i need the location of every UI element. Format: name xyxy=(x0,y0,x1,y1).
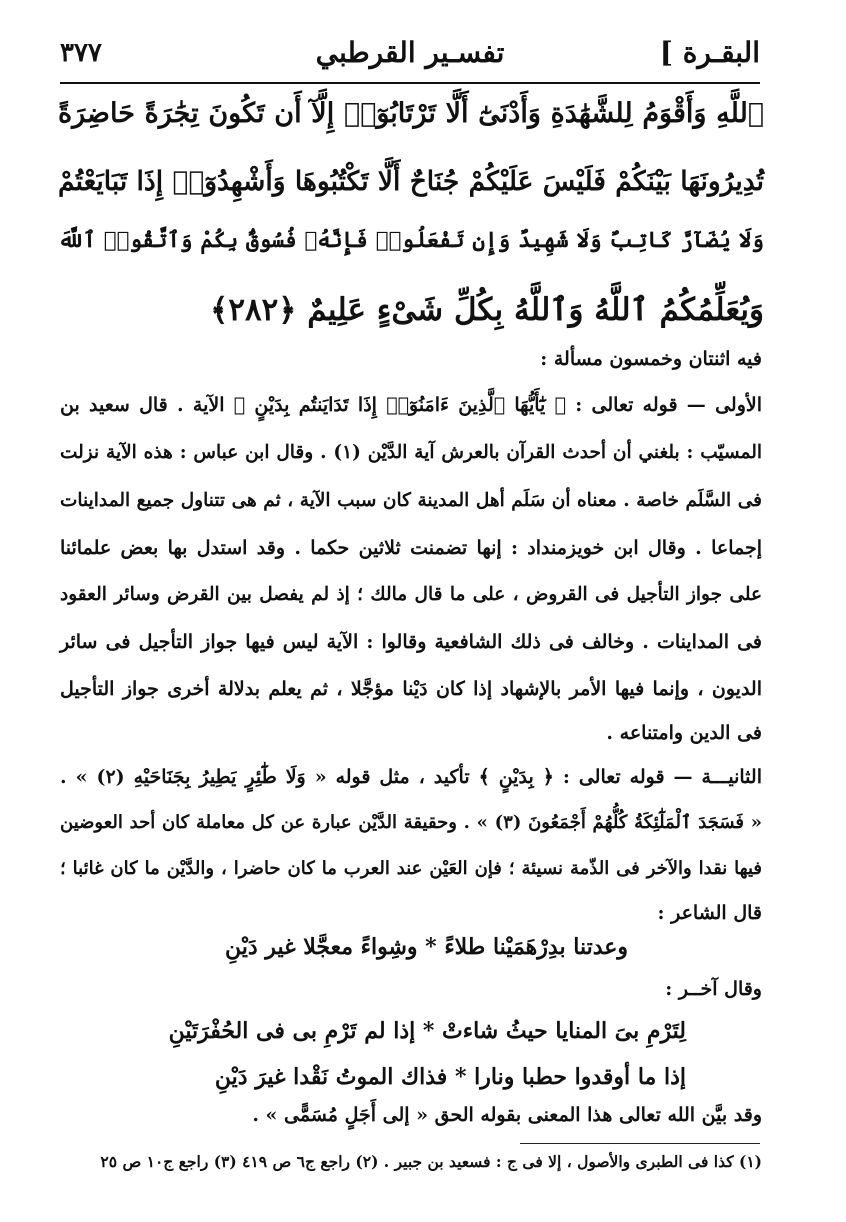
verse-line: وَلَا يُضَآرَّ كَاتِبٌ وَلَا شَهِيدٌ وَإِن تَفْعَلُوا۟ فَإِنَّهُۥ فُسُوقٌۢ بِكُمْ وَٱتَّقُوا۟ ٱللَّهَ xyxy=(58,228,764,253)
text-line: وقد بيَّن الله تعالى هذا المعنى بقوله الحق « إلى أَجَلٍ مُسَمًّى » . xyxy=(252,1104,762,1126)
poem-verse: لِتَرْمِ بىَ المنايا حيثُ شاءتْ * إذا لم تَرْمِ بى فى الحُفْرَتَيْنِ xyxy=(168,1018,686,1044)
verse-line: وَيُعَلِّمُكُمُ ٱللَّهُ وَٱللَّهُ بِكُلِّ شَىْءٍ عَلِيمٌ ﴿٢٨٢﴾ xyxy=(210,292,764,328)
text-line: قال الشاعر : xyxy=(657,902,762,924)
footnote: (١) كذا فى الطبرى والأصول ، إلا فى ج : فسعيد بن جبير . (٢) راجع ج٦ ص ٤١٩ (٣) راجع ج١٠ ص ٢٥ xyxy=(100,1152,762,1171)
text-line: على جواز التأجيل فى القروض ، على ما قال مالك ؛ إذ لم يفصل بين القرض وسائر العقود xyxy=(60,584,762,605)
book-title: تفسـير القرطبي xyxy=(315,36,505,69)
text-line: الثانيـــة — قوله تعالى : ﴿ بِدَيْنٍ ﴾ تأكيد ، مثل قوله « وَلَا طَٰٓئِرٍ يَطِيرُ بِجَنَاحَيْهِ (٢) » . xyxy=(60,766,762,788)
page-header xyxy=(60,34,760,76)
sura-name: البقـرة ] xyxy=(659,36,760,69)
text-line: فى المداينات . وخالف فى ذلك الشافعية وقالوا : الآية ليس فيها جواز التأجيل فى سائر xyxy=(60,631,762,653)
footnote-rule xyxy=(520,1143,760,1144)
text-line: الأولى — قوله تعالى : ﴿ يَٰٓأَيُّهَا ٱلَّذِينَ ءَامَنُوٓا۟ إِذَا تَدَايَنتُم بِدَيْنٍ ﴾ الآية . قال سعيد بن xyxy=(60,394,762,416)
page-number: ٣٧٧ xyxy=(60,38,102,68)
poem-verse: إذا ما أوقدوا حطبا ونارا * فذاك الموتُ نَقْدا غيرَ دَيْنِ xyxy=(214,1064,686,1090)
text-line: المسيّب : بلغني أن أحدث القرآن بالعرش آية الدَّيْن (١) . وقال ابن عباس : هذه الآية نزلت xyxy=(60,442,762,463)
verse-line: ٱللَّهِ وَأَقْوَمُ لِلشَّهَٰدَةِ وَأَدْنَىٰٓ أَلَّا تَرْتَابُوٓا۟ إِلَّآ أَن تَكُونَ تِجَٰرَةً حَاضِرَةً xyxy=(58,98,764,129)
text-line: إجماعا . وقال ابن خويزمنداد : إنها تضمنت ثلاثين حكما . وقد استدل بها بعض علمائنا xyxy=(60,537,762,559)
header-rule xyxy=(60,82,760,84)
text-line: فيها نقدا والآخر فى الذّمة نسيئة ؛ فإن العَيْن عند العرب ما كان حاضرا ، والدَّيْن ما كان غائبا ؛ xyxy=(60,858,762,879)
text-line: « فَسَجَدَ ٱلْمَلَٰٓئِكَةُ كُلُّهُمْ أَجْمَعُونَ (٣) » . وحقيقة الدَّيْن عبارة عن كل معاملة كان أحد العوضين xyxy=(60,812,762,833)
text-line: الديون ، وإنما فيها الأمر بالإشهاد إذا كان دَيْنا مؤجَّلا ، ثم يعلم بدلالة أخرى جواز التأجيل xyxy=(60,678,762,700)
text-line: وقال آخــر : xyxy=(665,978,762,1000)
text-line: فى الدين وامتناعه . xyxy=(606,722,762,744)
verse-line: تُدِيرُونَهَا بَيْنَكُمْ فَلَيْسَ عَلَيْكُمْ جُنَاحٌ أَلَّا تَكْتُبُوهَا وَأَشْهِدُوٓا۟ إِذَا تَبَايَعْتُمْ xyxy=(58,166,764,197)
text-line: فيه اثنتان وخمسون مسألة : xyxy=(540,348,762,370)
poem-verse: وعدتنا بدِرْهَمَيْنا طلاءً * وشِواءً معجَّلا غير دَيْنِ xyxy=(224,934,628,960)
text-line: فى السَّلَم خاصة . معناه أن سَلَم أهل المدينة كان سبب الآية ، ثم هى تتناول جميع المداينات xyxy=(60,490,762,511)
